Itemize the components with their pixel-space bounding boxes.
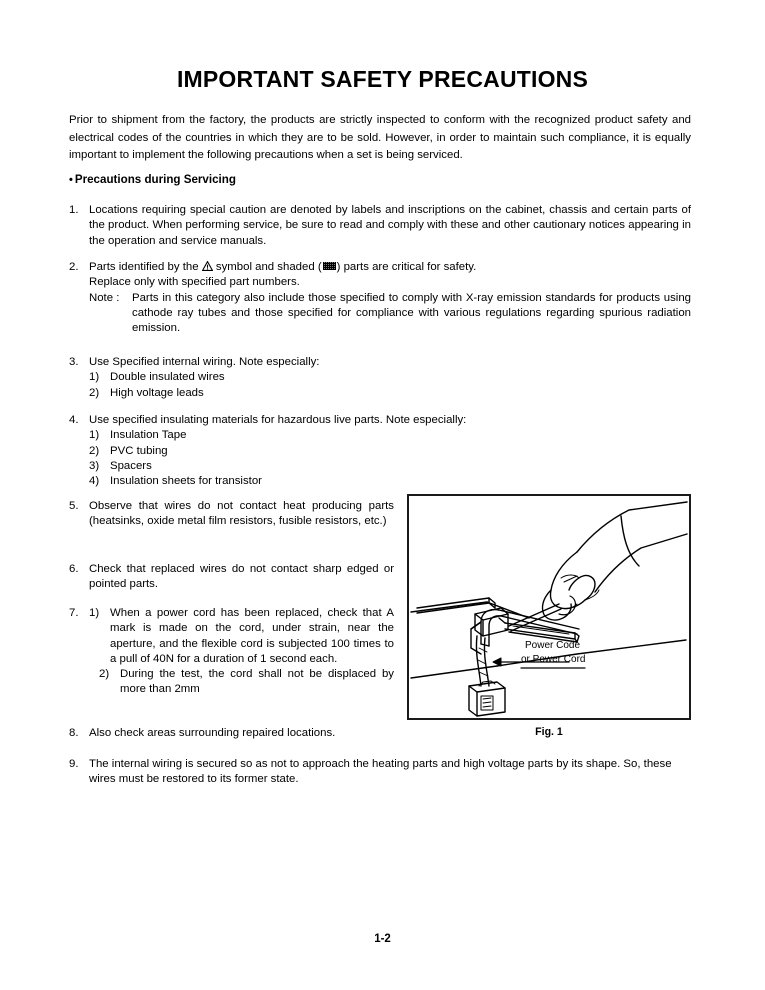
section-heading xyxy=(69,173,236,186)
list-item-8-number: 8. xyxy=(69,727,79,739)
list-item-1-text: Locations requiring special caution are denoted by labels and inscriptions on the cabinet, chassis and certain parts of the product. When performing service, be sure to read and comply with these and other cautionary notices appearing in the operation and service manuals. xyxy=(89,204,691,247)
section-heading-label: Precautions during Servicing xyxy=(74,173,236,186)
figure-label-line-2: or Power Cord xyxy=(521,654,586,665)
list-item-9-text: The internal wiring is secured so as not to approach the heating parts and high voltage parts by its shape. So, these wires must be restored to its former state. xyxy=(89,758,672,786)
list-item-7-sub-1-number: 1) xyxy=(89,607,100,619)
list-item-5-text: Observe that wires do not contact heat producing parts (heatsinks, oxide metal film resistors, fusible resistors, etc.) xyxy=(89,500,394,528)
page-number: 1-2 xyxy=(374,933,391,945)
list-item-2-text-a: Parts identified by the xyxy=(89,261,199,273)
note-label: Note : xyxy=(89,291,120,304)
shaded-part-swatch-icon xyxy=(323,262,336,270)
list-item-4-sub-3 xyxy=(89,459,691,474)
list-item-4-sub-2 xyxy=(89,444,691,459)
figure-1-drawing xyxy=(409,496,689,718)
list-item-7-sub-2-number: 2) xyxy=(99,668,110,681)
list-item-3-body xyxy=(89,355,691,401)
list-item-4-sub-1-number: 1) xyxy=(89,429,100,442)
list-item-4-sub-2-text: PVC tubing xyxy=(110,444,168,457)
bullet-icon: • xyxy=(69,174,73,186)
list-item-6 xyxy=(69,562,394,593)
list-item-1 xyxy=(69,203,691,249)
list-item-3-sub-1-number: 1) xyxy=(89,371,100,384)
list-item-8-text: Also check areas surrounding repaired locations. xyxy=(89,727,336,739)
figure-label-line-1: Power Code xyxy=(525,640,581,651)
list-item-8 xyxy=(69,726,394,741)
list-item-7-sub-1-text: When a power cord has been replaced, check that A mark is made on the cord, under strain, near the aperture, and the flexible cord is subjected 100 times to a pull of 40N for a duration of 1 second each. xyxy=(110,607,394,665)
list-item-3 xyxy=(69,355,691,401)
list-item-4-sub-1-text: Insulation Tape xyxy=(110,429,187,442)
list-item-6-text: Check that replaced wires do not contact sharp edged or pointed parts. xyxy=(89,563,394,591)
list-item-4-sub-4 xyxy=(89,474,691,489)
list-item-1-number: 1. xyxy=(69,204,79,216)
list-item-6-number: 6. xyxy=(69,563,79,575)
list-item-2 xyxy=(69,260,691,336)
list-item-2-text-b: symbol and shaded ( xyxy=(215,261,322,273)
list-item-3-number: 3. xyxy=(69,356,79,368)
list-item-7 xyxy=(69,606,394,698)
list-item-7-number: 7. xyxy=(69,607,79,619)
list-item-9-number: 9. xyxy=(69,758,79,770)
list-item-3-sub-2 xyxy=(89,386,691,401)
list-item-4-sub-3-number: 3) xyxy=(89,459,100,472)
list-item-2-note xyxy=(89,291,691,337)
list-item-4 xyxy=(69,413,691,489)
note-text: Parts in this category also include those specified to comply with X-ray emission standards for products using cathode ray tubes and those specified for compliance with various regulations regarding spurious radiation emission. xyxy=(132,291,691,335)
list-item-5-number: 5. xyxy=(69,500,79,512)
list-item-3-sub-2-text: High voltage leads xyxy=(110,386,204,399)
figure-1-illustration xyxy=(407,494,691,720)
list-item-7-sub-2 xyxy=(89,667,394,698)
list-item-4-sub-4-text: Insulation sheets for transistor xyxy=(110,475,262,488)
list-item-4-number: 4. xyxy=(69,414,79,426)
list-item-3-sub-2-number: 2) xyxy=(89,386,100,399)
list-item-2-body xyxy=(89,260,691,336)
list-item-4-sub-3-text: Spacers xyxy=(110,459,152,472)
intro-paragraph: Prior to shipment from the factory, the products are strictly inspected to conform with the recognized product safety and electrical codes of the countries in which they are to be sold. However, in order to maintain such compliance, it is equally important to implement the following precautions when a set is being serviced. xyxy=(69,114,691,161)
list-item-7-sub-1 xyxy=(89,606,394,667)
list-item-3-text: Use Specified internal wiring. Note especially: xyxy=(89,356,320,368)
list-item-7-body xyxy=(89,606,394,698)
figure-1-caption: Fig. 1 xyxy=(535,726,563,738)
list-item-2-number: 2. xyxy=(69,261,79,273)
list-item-3-sub-1 xyxy=(89,370,691,385)
list-item-3-sub-1-text: Double insulated wires xyxy=(110,371,225,384)
list-item-2-text-c: ) parts are critical for safety. xyxy=(336,261,477,273)
list-item-7-sub-2-text: During the test, the cord shall not be displaced by more than 2mm xyxy=(120,668,394,696)
list-item-4-sub-4-number: 4) xyxy=(89,475,100,488)
list-item-2-line-1 xyxy=(89,260,691,275)
warning-triangle-icon xyxy=(202,261,213,271)
page-title: IMPORTANT SAFETY PRECAUTIONS xyxy=(176,66,589,92)
intro-paragraph-block xyxy=(69,112,691,165)
list-item-4-sub-2-number: 2) xyxy=(89,444,100,457)
list-item-5 xyxy=(69,499,394,530)
list-item-4-text: Use specified insulating materials for hazardous live parts. Note especially: xyxy=(89,414,467,426)
list-item-2-line-2: Replace only with specified part numbers. xyxy=(89,276,300,289)
list-item-4-body xyxy=(89,413,691,489)
list-item-9 xyxy=(69,757,691,788)
list-item-4-sub-1 xyxy=(89,428,691,443)
